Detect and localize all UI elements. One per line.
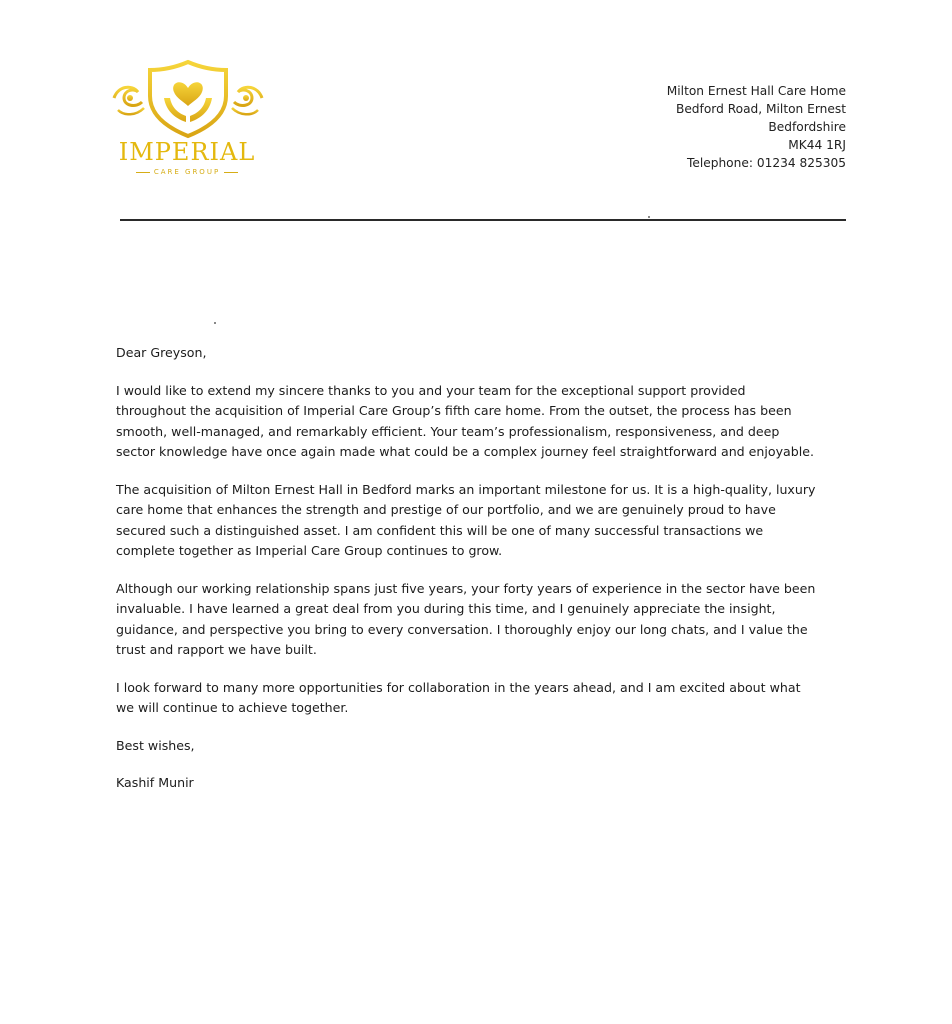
paragraph-4	[116, 678, 846, 719]
signature-name: Kashif Munir	[116, 775, 194, 790]
scan-speck	[214, 322, 216, 324]
logo-subtitle-text: CARE GROUP	[153, 168, 221, 176]
text-line: complete together as Imperial Care Group continues to grow.	[116, 543, 503, 558]
logo-subtitle	[112, 168, 262, 176]
logo-rule-right	[224, 172, 238, 173]
scan-speck	[648, 216, 650, 218]
text-line: care home that enhances the strength and prestige of our portfolio, and we are genuinely proud to have	[116, 502, 776, 517]
paragraph-1	[116, 381, 846, 463]
paragraph-2	[116, 480, 846, 562]
text-line: Although our working relationship spans just five years, your forty years of experience in the sector have been	[116, 580, 816, 596]
text-line: trust and rapport we have built.	[116, 642, 317, 657]
text-line: we will continue to achieve together.	[116, 700, 349, 715]
shield-heart-hands-icon	[108, 58, 268, 140]
header-divider	[120, 219, 846, 221]
sender-address	[667, 82, 846, 172]
logo-rule-left	[136, 172, 150, 173]
closing: Best wishes,	[116, 737, 195, 753]
greeting: Dear Greyson,	[116, 345, 207, 360]
text-line: guidance, and perspective you bring to every conversation. I thoroughly enjoy our long chats, and I value the	[116, 621, 808, 637]
text-line: invaluable. I have learned a great deal from you during this time, and I genuinely appreciate the insight,	[116, 601, 776, 616]
address-line: Bedford Road, Milton Ernest	[675, 102, 846, 116]
text-line: throughout the acquisition of Imperial Care Group’s fifth care home. From the outset, the process has been	[116, 403, 792, 418]
address-telephone: Telephone: 01234 825305	[686, 156, 846, 170]
text-line: The acquisition of Milton Ernest Hall in Bedford marks an important milestone for us. It is a high-quality, luxury	[116, 481, 816, 497]
address-line: MK44 1RJ	[788, 138, 846, 152]
text-line: sector knowledge have once again made what could be a complex journey feel straightforward and enjoyable.	[116, 444, 815, 459]
text-line: I look forward to many more opportunities for collaboration in the years ahead, and I am excited about what	[116, 679, 801, 695]
logo-wordmark: IMPERIAL	[118, 138, 256, 166]
address-line: Milton Ernest Hall Care Home	[666, 84, 846, 98]
imperial-care-group-logo	[108, 58, 268, 188]
text-line: I would like to extend my sincere thanks to you and your team for the exceptional support provided	[116, 382, 746, 398]
text-line: smooth, well-managed, and remarkably efficient. Your team’s professionalism, responsiveness, and deep	[116, 423, 780, 439]
text-line: secured such a distinguished asset. I am confident this will be one of many successful transactions we	[116, 522, 764, 538]
address-line: Bedfordshire	[768, 120, 846, 134]
letter-body	[116, 343, 846, 811]
paragraph-3	[116, 579, 846, 661]
